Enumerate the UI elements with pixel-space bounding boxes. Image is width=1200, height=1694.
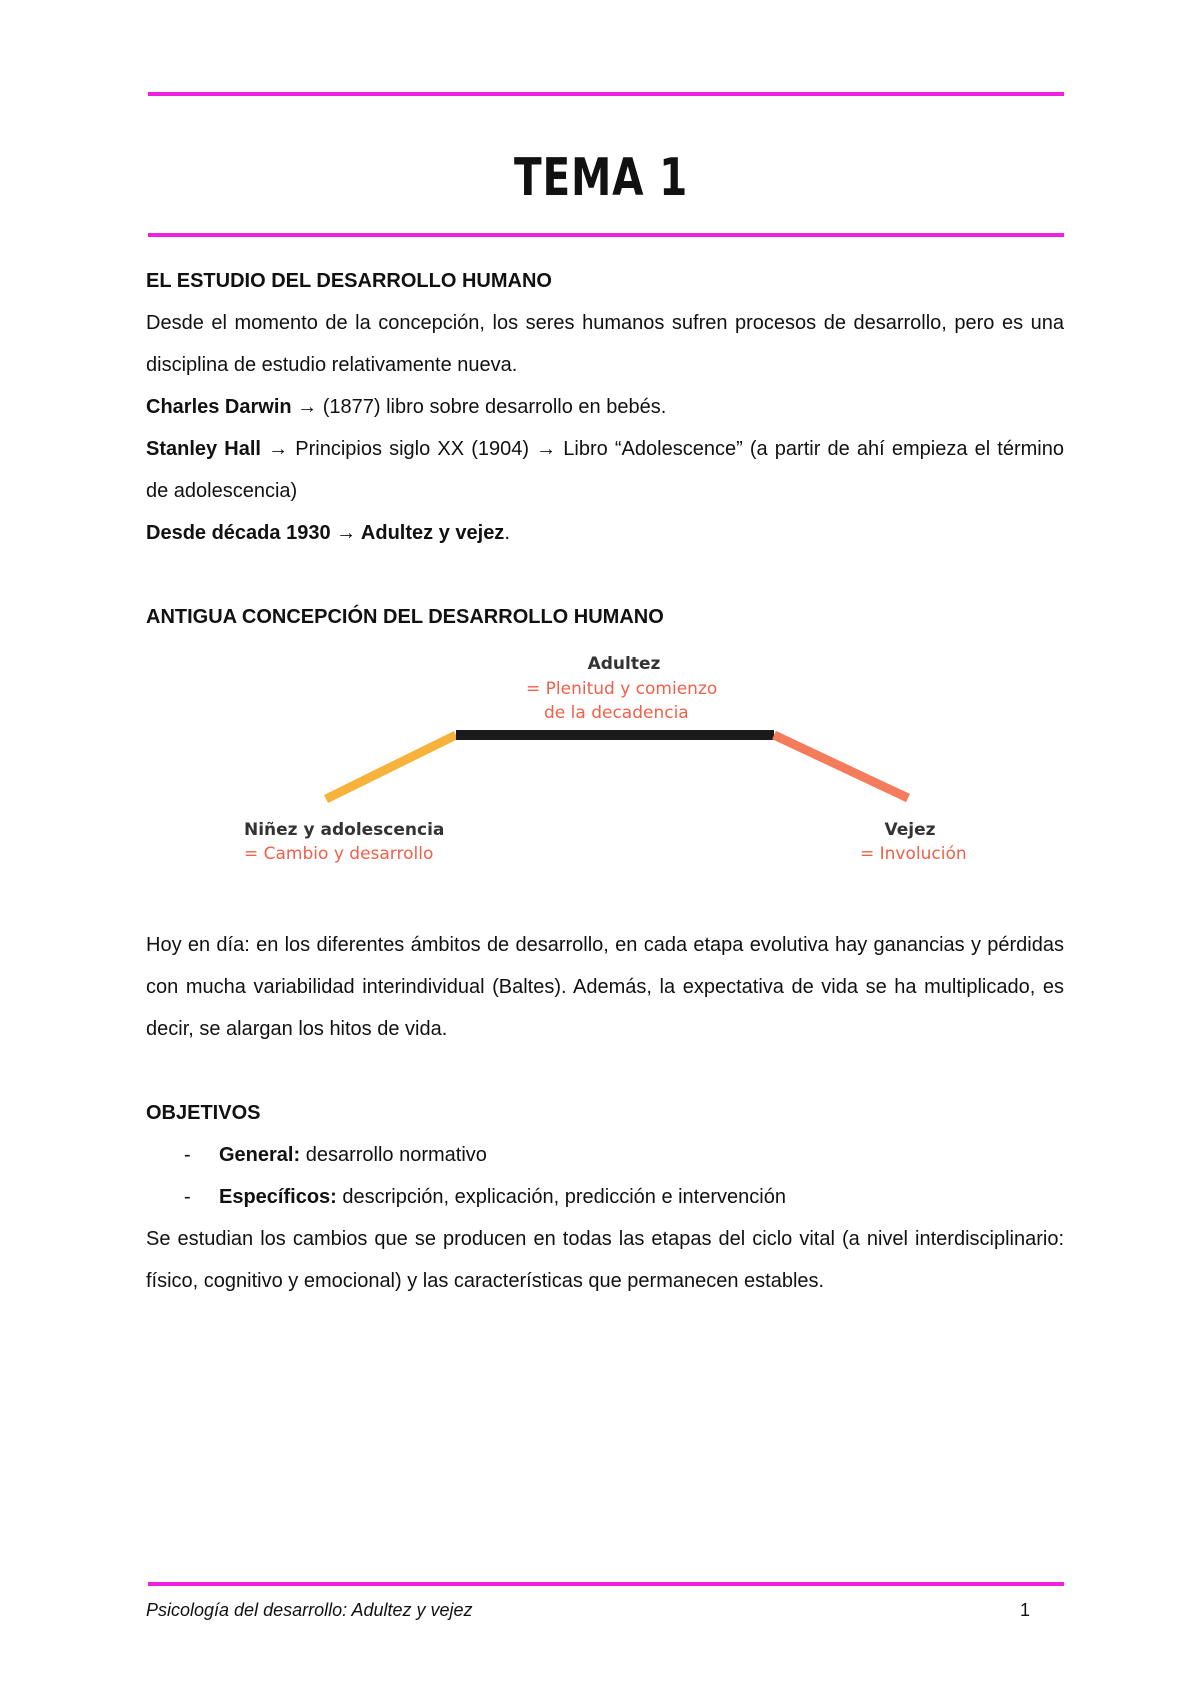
- list-item: [146, 1176, 1064, 1218]
- page-footer: [146, 1600, 1064, 1621]
- vejez-sub: = Involución: [860, 844, 967, 864]
- adultez-line2: de la decadencia: [544, 703, 689, 723]
- adultez-desc: [526, 677, 717, 725]
- page-number: 1: [1019, 1600, 1030, 1620]
- estudian-paragraph: Se estudian los cambios que se producen en todas las etapas del ciclo vital (a nivel interdisciplinario: físico, cognitivo y emocional) y las características que permanecen estables.: [146, 1228, 1064, 1292]
- objective-label: General:: [219, 1144, 301, 1166]
- hoy-paragraph: Hoy en día: en los diferentes ámbitos de desarrollo, en cada etapa evolutiva hay ganancias y pérdidas con mucha variabilidad interindividual (Baltes). Además, la expectativa de vida se ha multiplicado, es decir, se alargan los hitos de vida.: [146, 934, 1064, 1040]
- list-item: [146, 1134, 1064, 1176]
- ninez-sub: = Cambio y desarrollo: [244, 844, 434, 864]
- darwin-text: → (1877) libro sobre desarrollo en bebés.: [291, 396, 667, 418]
- darwin-name: Charles Darwin: [146, 396, 292, 418]
- hall-line: [146, 428, 1064, 512]
- adultez-line1: = Plenitud y comienzo: [526, 679, 718, 699]
- objective-text: desarrollo normativo: [300, 1144, 487, 1166]
- top-rule: [148, 92, 1064, 96]
- rise-segment: [326, 735, 456, 799]
- section-heading-antigua: ANTIGUA CONCEPCIÓN DEL DESARROLLO HUMANO: [146, 606, 664, 628]
- development-diagram: [146, 650, 1064, 924]
- hall-text: → Principios siglo XX (1904) → Libro “Adolescence” (a partir de ahí empieza el término de adolescencia): [146, 438, 1064, 502]
- ninez-label: [244, 818, 444, 866]
- list-dash: -: [184, 1144, 191, 1166]
- darwin-line: [146, 386, 1064, 428]
- footer-doc-title: Psicología del desarrollo: Adultez y vejez: [146, 1600, 473, 1620]
- vejez-label: [860, 818, 967, 866]
- intro-paragraph: Desde el momento de la concepción, los seres humanos sufren procesos de desarrollo, pero es una disciplina de estudio relativamente nueva.: [146, 312, 1064, 376]
- objective-label: Específicos:: [219, 1186, 337, 1208]
- footer-rule: [148, 1582, 1064, 1586]
- decline-segment: [774, 735, 908, 798]
- document-body: [146, 260, 1064, 1302]
- adultez-label: [586, 652, 662, 676]
- decade-line: [146, 512, 1064, 554]
- section-heading-objetivos: OBJETIVOS: [146, 1102, 261, 1124]
- title-rule: [148, 233, 1064, 237]
- decade-text: Desde década 1930 → Adultez y vejez: [146, 522, 505, 544]
- objectives-list: [146, 1134, 1064, 1218]
- ninez-title: Niñez y adolescencia: [244, 820, 445, 840]
- objective-text: descripción, explicación, predicción e intervención: [336, 1186, 786, 1208]
- adultez-title: Adultez: [587, 654, 661, 674]
- section-heading-estudio: EL ESTUDIO DEL DESARROLLO HUMANO: [146, 270, 552, 292]
- page-title: TEMA 1: [514, 148, 689, 208]
- hall-name: Stanley Hall: [146, 438, 261, 460]
- list-dash: -: [184, 1186, 191, 1208]
- decade-end: .: [504, 522, 510, 544]
- vejez-title: Vejez: [884, 820, 936, 840]
